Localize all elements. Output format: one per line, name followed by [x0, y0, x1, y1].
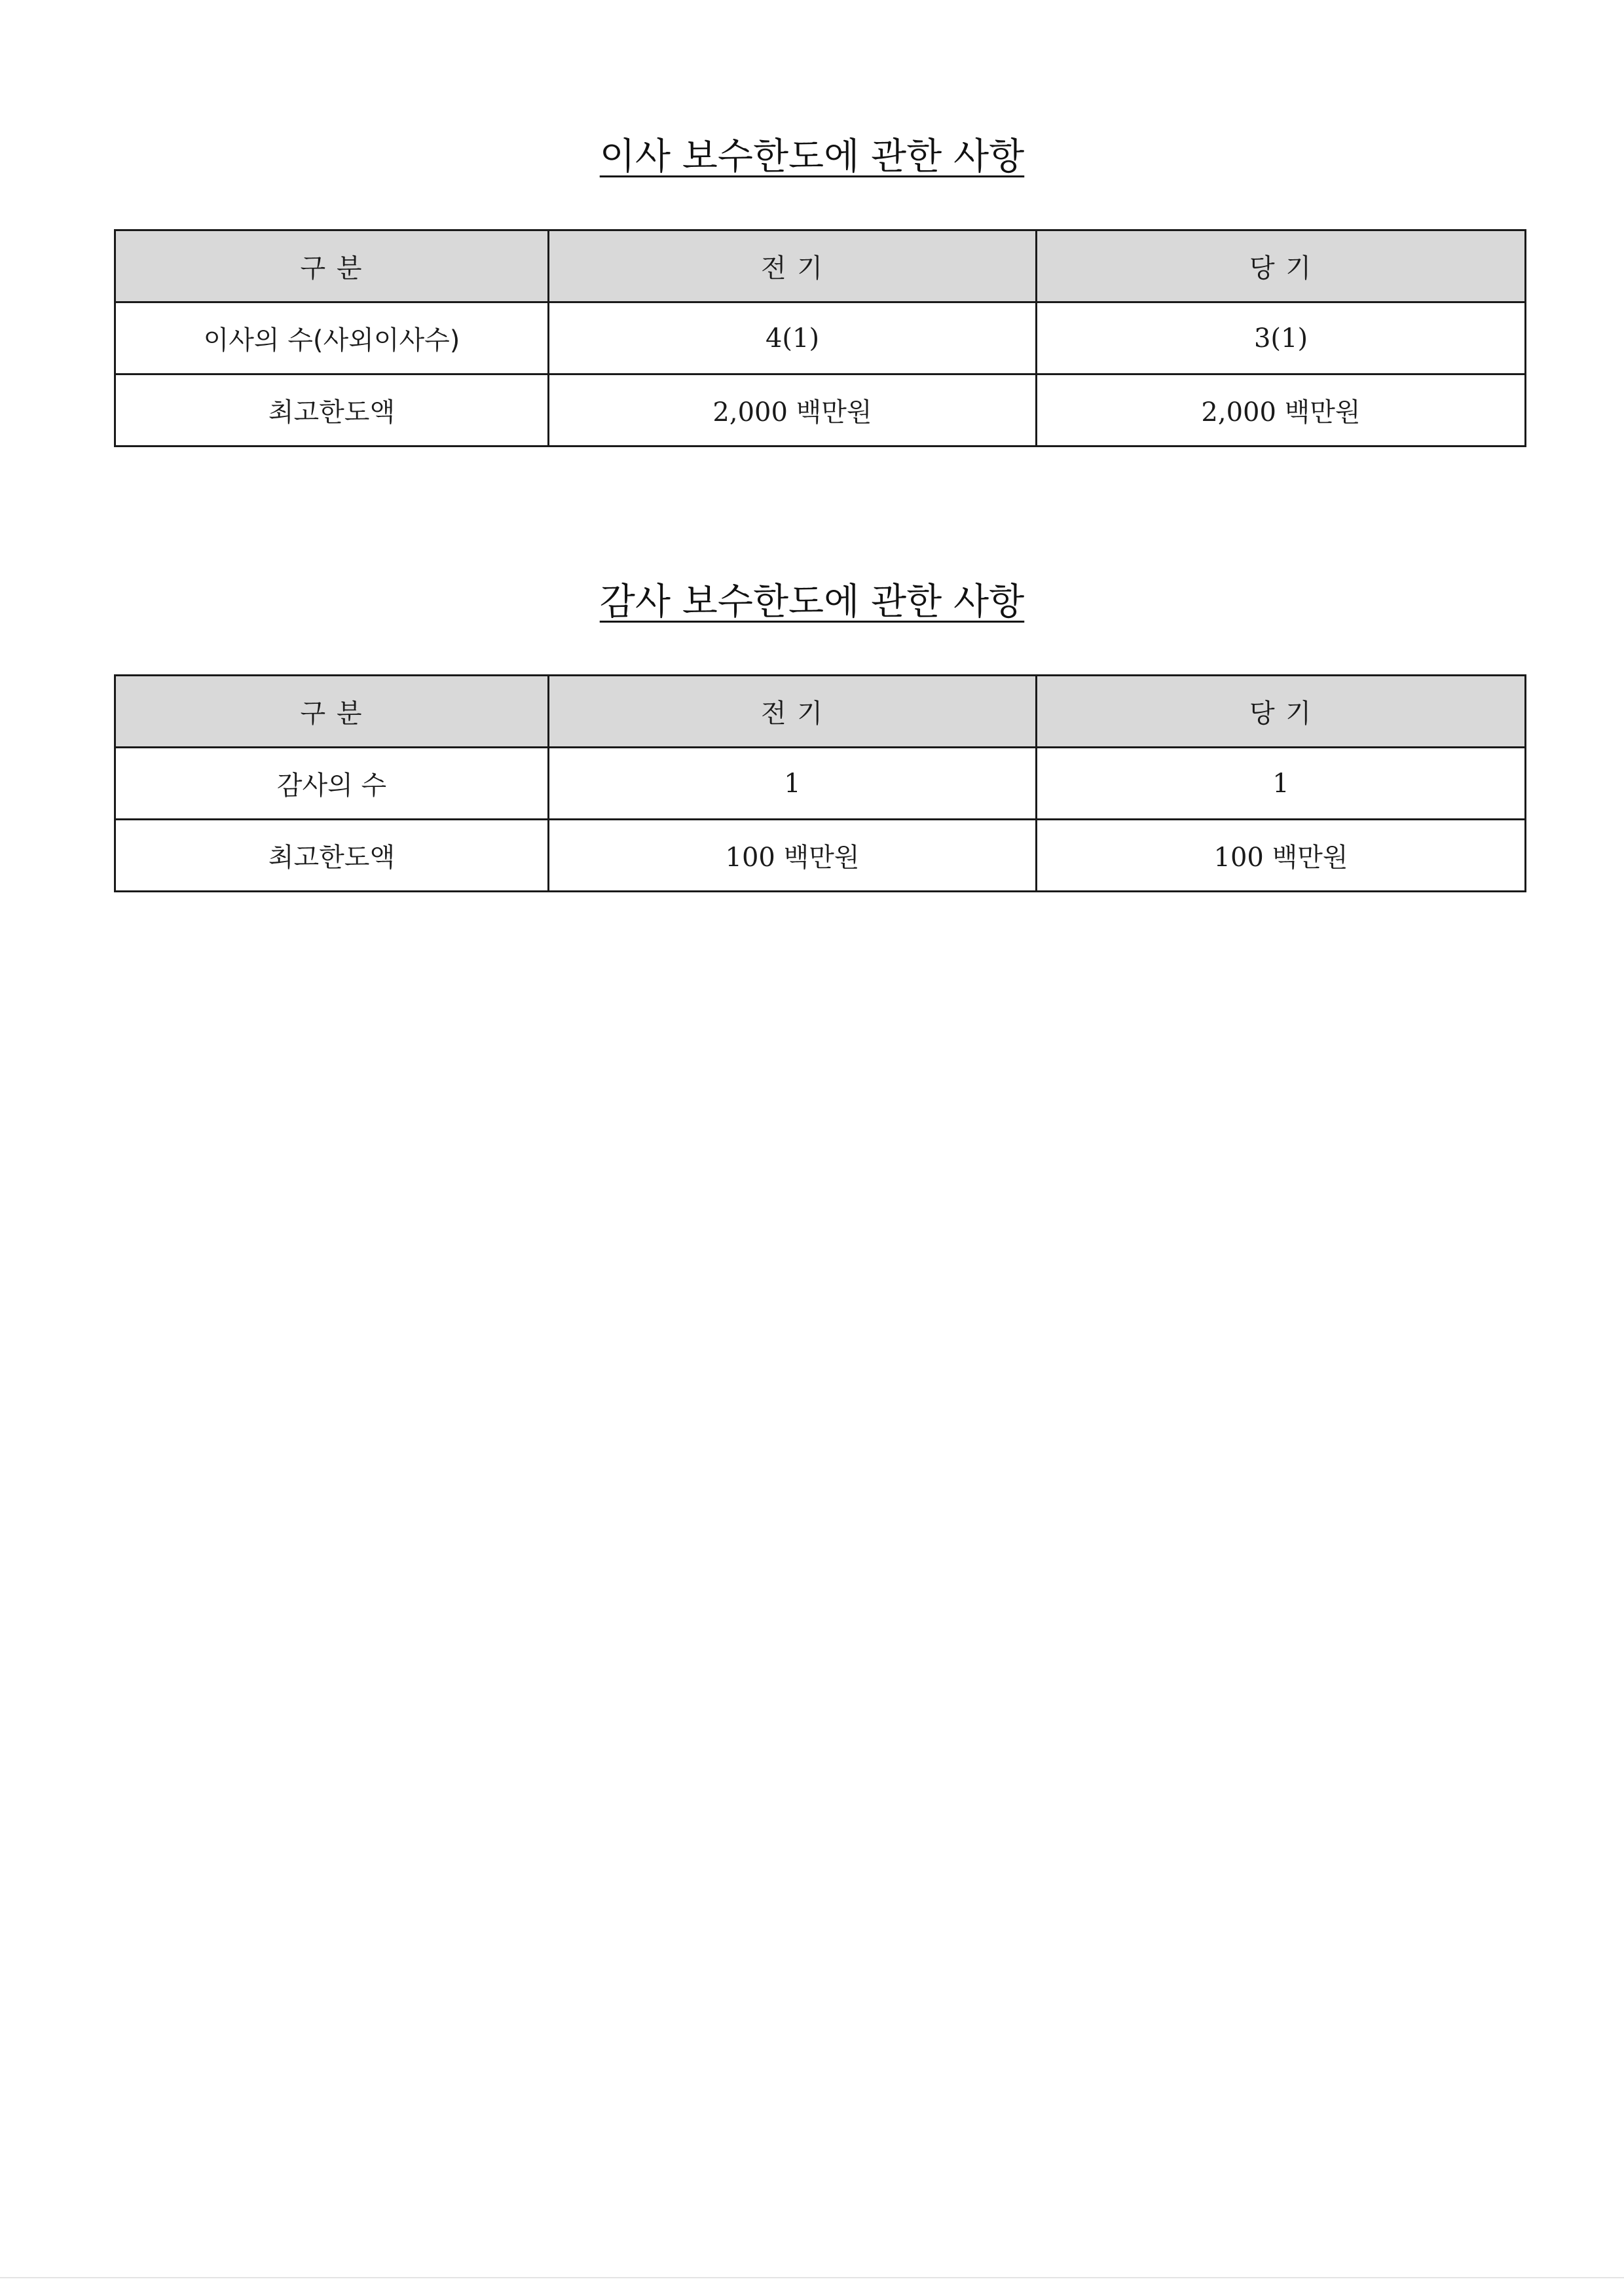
auditors-compensation-table [114, 674, 1526, 892]
row-label: 최고한도액 [115, 374, 549, 446]
auditors-section-title [0, 579, 1624, 625]
table-row [115, 820, 1526, 892]
table-header-row [115, 676, 1526, 748]
header-current-period: 당 기 [1037, 230, 1526, 302]
table-row [115, 374, 1526, 446]
current-value: 2,000 백만원 [1037, 374, 1526, 446]
table-row [115, 748, 1526, 820]
page-bottom-divider [0, 2277, 1624, 2278]
header-category: 구 분 [115, 230, 549, 302]
table-row [115, 302, 1526, 374]
prior-value: 4(1) [549, 302, 1037, 374]
row-label: 이사의 수(사외이사수) [115, 302, 549, 374]
current-value: 1 [1037, 748, 1526, 820]
directors-section-title [0, 134, 1624, 180]
directors-title-text: 이사 보수한도에 관한 사항 [599, 136, 1025, 178]
header-category: 구 분 [115, 676, 549, 748]
prior-value: 2,000 백만원 [549, 374, 1037, 446]
table-header-row [115, 230, 1526, 302]
header-current-period: 당 기 [1037, 676, 1526, 748]
row-label: 최고한도액 [115, 820, 549, 892]
row-label: 감사의 수 [115, 748, 549, 820]
prior-value: 100 백만원 [549, 820, 1037, 892]
header-prior-period: 전 기 [549, 676, 1037, 748]
directors-compensation-table [114, 229, 1526, 447]
prior-value: 1 [549, 748, 1037, 820]
auditors-title-text: 감사 보수한도에 관한 사항 [599, 581, 1025, 623]
current-value: 3(1) [1037, 302, 1526, 374]
current-value: 100 백만원 [1037, 820, 1526, 892]
header-prior-period: 전 기 [549, 230, 1037, 302]
